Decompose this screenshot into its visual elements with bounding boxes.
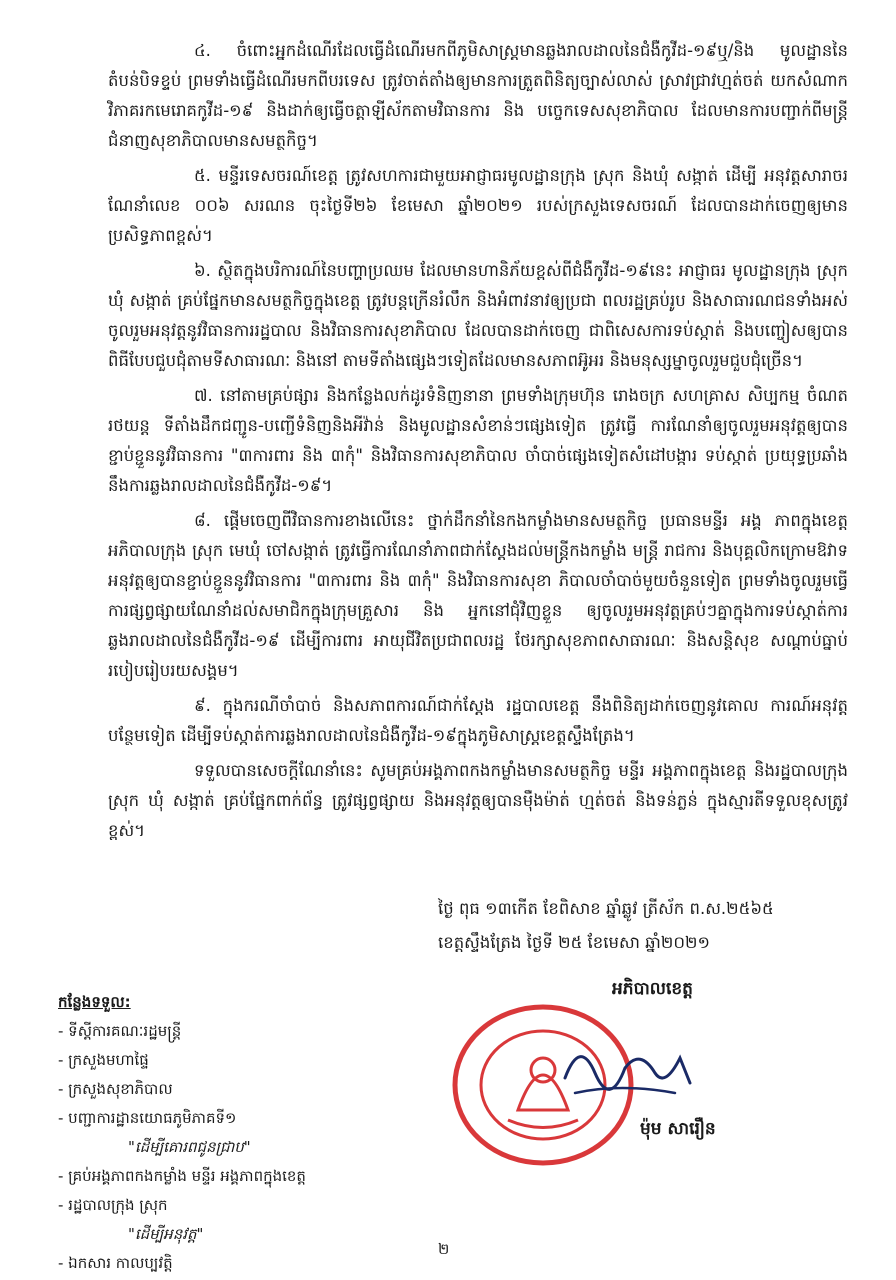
signature-icon xyxy=(560,1028,700,1108)
body-text xyxy=(108,36,848,851)
paragraph-7: ៧. នៅតាមគ្រប់ផ្សារ និងកន្លែងលក់ដូរទំនិញនានា ព្រមទាំងក្រុមហ៊ុន រោងចក្រ សហគ្រាស សិប្បកម្ម ចំណតរថយន្ត ទីតាំងដឹកជញ្ជូន-បញ្ជើទំនិញនិងអីវ៉ាន់ និងមូលដ្ឋានសំខាន់ៗផ្សេងទៀត ត្រូវធ្វើ ការណែនាំឲ្យចូលរួមអនុវត្តឲ្យបានខ្ជាប់ខ្ជួននូវវិធានការ "៣ការពារ និង ៣កុំ" និងវិធានការសុខាភិបាល ចាំបាច់ផ្សេងទៀតសំដៅបង្ការ ទប់ស្កាត់ ប្រយុទ្ធប្រឆាំងនឹងការឆ្លងរាលដាលនៃជំងឺកូវីដ-១៩។ xyxy=(108,386,848,495)
signer-name: ម៉ុម សារឿន xyxy=(640,1119,716,1139)
paragraph-5: ៥. មន្ទីរទេសចរណ៍ខេត្ត ត្រូវសហការជាមួយអាជ្ញាធរមូលដ្ឋានក្រុង ស្រុក និងឃុំ សង្កាត់ ដើម្បី អនុវត្តសារាចរណែនាំលេខ ០០៦ សរណន ចុះថ្ងៃទី២៦ ខែមេសា ឆ្នាំ២០២១ របស់ក្រសួងទេសចរណ៍ ដែលបានដាក់ចេញឲ្យមានប្រសិទ្ធភាពខ្ពស់។ xyxy=(108,166,848,245)
recipient-item: - ឯកសារ កាលប្បវត្តិ xyxy=(58,1254,173,1272)
recipient-item: - ទីស្តីការគណៈរដ្ឋមន្ត្រី xyxy=(58,1022,182,1040)
paragraph-8: ៨. ផ្តើមចេញពីវិធានការខាងលើនេះ ថ្នាក់ដឹកនាំនៃកងកម្លាំងមានសមត្ថកិច្ច ប្រធានមន្ទីរ អង្គ ភាពក្នុងខេត្ត អភិបាលក្រុង ស្រុក មេឃុំ ចៅសង្កាត់ ត្រូវធ្វើការណែនាំភាពជាក់ស្តែងដល់មន្ត្រីកងកម្លាំង មន្ត្រី រាជការ និងបុគ្គលិកក្រោមឱវាទអនុវត្តឲ្យបានខ្ជាប់ខ្ជួននូវវិធានការ "៣ការពារ និង ៣កុំ" និងវិធានការសុខា ភិបាលចាំបាច់មួយចំនួនទៀត ព្រមទាំងចូលរួមធ្វើការផ្សព្វផ្សាយណែនាំដល់សមាជិកក្នុងក្រុមគ្រួសារ និង អ្នកនៅជុំវិញខ្លួន ឲ្យចូលរួមអនុវត្តគ្រប់ៗគ្នាក្នុងការទប់ស្កាត់ការឆ្លងរាលដាលនៃជំងឺកូវីដ-១៩ ដើម្បីការពារ អាយុជីវិតប្រជាពលរដ្ឋ ថែរក្សាសុខភាពសាធារណៈ និងសន្តិសុខ សណ្តាប់ធ្នាប់របៀបរៀបរយសង្គម។ xyxy=(108,511,848,680)
solar-date: ខេត្តស្ទឹងត្រែង ថ្ងៃទី ២៥ ខែមេសា ឆ្នាំ២០២១ xyxy=(438,933,711,952)
signer-title: អភិបាលខេត្ត xyxy=(612,979,693,999)
paragraph-4: ៤. ចំពោះអ្នកដំណើរដែលធ្វើដំណើរមកពីភូមិសាស្ត្រមានឆ្លងរាលដាលនៃជំងឺកូវីដ-១៩ឬ/និង មូលដ្ឋាននៃតំបន់បិទខ្ទប់ ព្រមទាំងធ្វើដំណើរមកពីបរទេស ត្រូវចាត់តាំងឲ្យមានការត្រួតពិនិត្យច្បាស់លាស់ ស្រាវជ្រាវហ្មត់ចត់ យកសំណាកវិភាគរកមេរោគកូវីដ-១៩ និងដាក់ឲ្យធ្វើចត្តាឡីស័កតាមវិធានការ និង បច្ចេកទេសសុខាភិបាល ដែលមានការបញ្ជាក់ពីមន្ត្រីជំនាញសុខាភិបាលមានសមត្ថកិច្ច។ xyxy=(108,41,848,150)
lunar-date: ថ្ងៃ ពុធ ១៣កើត ខែពិសាខ ឆ្នាំឆ្លូវ ត្រីស័ក ព.ស.២៥៦៥ xyxy=(438,899,774,918)
paragraph-9: ៩. ក្នុងករណីចាំបាច់ និងសភាពការណ៍ជាក់ស្តែង រដ្ឋបាលខេត្ត នឹងពិនិត្យដាក់ចេញនូវគោល ការណ៍អនុវត្តបន្ថែមទៀត ដើម្បីទប់ស្កាត់ការឆ្លងរាលដាលនៃជំងឺកូវីដ-១៩ក្នុងភូមិសាស្ត្រខេត្តស្ទឹងត្រែង។ xyxy=(108,696,848,745)
recipient-item: - ក្រសួងសុខាភិបាល xyxy=(58,1080,173,1098)
recipient-item: - ក្រសួងមហាផ្ទៃ xyxy=(58,1051,149,1069)
closing-paragraph: ទទួលបានសេចក្តីណែនាំនេះ សូមគ្រប់អង្គភាពកងកម្លាំងមានសមត្ថកិច្ច មន្ទីរ អង្គភាពក្នុងខេត្ត និងរដ្ឋបាលក្រុង ស្រុក ឃុំ សង្កាត់ គ្រប់ផ្នែកពាក់ព័ន្ធ ត្រូវផ្សព្វផ្សាយ និងអនុវត្តឲ្យបានម៉ឺងម៉ាត់ ហ្មត់ចត់ និងទន់ភ្លន់ ក្នុងស្មារតីទទួលខុសត្រូវខ្ពស់។ xyxy=(108,761,848,840)
recipient-item: - បញ្ជាការដ្ឋានយោធភូមិភាគទី១ xyxy=(58,1109,237,1127)
paragraph-6: ៦. ស្ថិតក្នុងបរិការណ៍នៃបញ្ហាប្រឈម ដែលមានហានិភ័យខ្ពស់ពីជំងឺកូវីដ-១៩នេះ អាជ្ញាធរ មូលដ្ឋានក្រុង ស្រុក ឃុំ សង្កាត់ គ្រប់ផ្នែកមានសមត្ថកិច្ចក្នុងខេត្ត ត្រូវបន្តក្រើនរំលឹក និងអំពាវនាវឲ្យប្រជា ពលរដ្ឋគ្រប់រូប និងសាធារណជនទាំងអស់ ចូលរួមអនុវត្តនូវវិធានការរដ្ឋបាល និងវិធានការសុខាភិបាល ដែលបានដាក់ចេញ ជាពិសេសការទប់ស្កាត់ និងបញ្ចៀសឲ្យបានពិធីបែបជួបជុំតាមទីសាធារណៈ និងនៅ តាមទីតាំងផ្សេងៗទៀតដែលមានសភាពអ៊ូអរ និងមនុស្សម្នាចូលរួមជួបជុំច្រើន។ xyxy=(108,261,848,370)
page-number: ២ xyxy=(438,1240,450,1258)
recipient-purpose: "ដើម្បីអនុវត្ត" xyxy=(128,1225,204,1243)
recipient-item: - គ្រប់អង្គភាពកងកម្លាំង មន្ទីរ អង្គភាពក្នុងខេត្ត xyxy=(58,1167,306,1185)
recipient-item: - រដ្ឋបាលក្រុង ស្រុក xyxy=(58,1196,168,1214)
recipients-title: កន្លែងទទួល: xyxy=(58,993,131,1011)
recipient-purpose: "ដើម្បីគោរពជូនជ្រាប" xyxy=(128,1138,251,1156)
dateline xyxy=(438,892,858,960)
recipients-list xyxy=(58,988,388,1278)
